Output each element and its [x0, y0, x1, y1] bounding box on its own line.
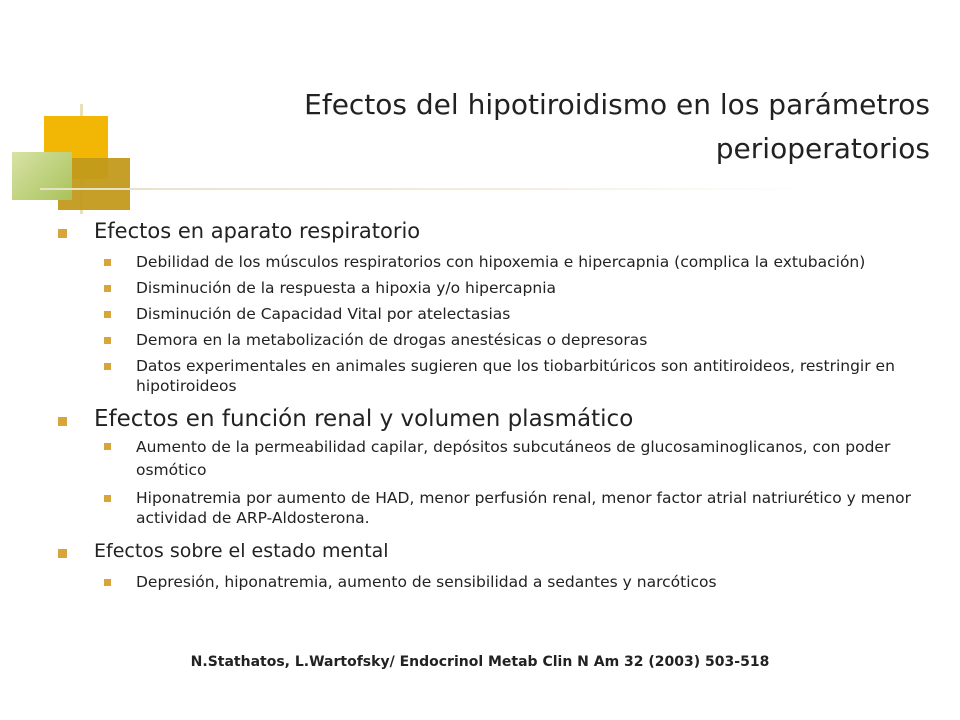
section-heading-text: Efectos en función renal y volumen plasmático: [94, 406, 634, 432]
square-bullet-icon: [104, 363, 111, 370]
section-heading-respiratorio: [56, 216, 916, 246]
square-bullet-icon: [104, 311, 111, 318]
list-item: [56, 436, 916, 482]
list-item-text: Hiponatremia por aumento de HAD, menor perfusión renal, menor factor atrial natriurético y menor actividad de ARP-Aldosterona.: [136, 489, 912, 527]
list-item: [56, 304, 916, 324]
square-bullet-icon: [104, 443, 111, 450]
list-item-text: Depresión, hiponatremia, aumento de sensibilidad a sedantes y narcóticos: [136, 573, 717, 591]
square-bullet-icon: [58, 417, 67, 426]
list-item: [56, 252, 916, 272]
square-bullet-icon: [104, 259, 111, 266]
slide-body: [56, 216, 916, 592]
square-bullet-icon: [104, 337, 111, 344]
square-bullet-icon: [58, 549, 67, 558]
section-heading-renal: [56, 404, 916, 434]
list-item-text: Debilidad de los músculos respiratorios con hipoxemia e hipercapnia (complica la extubación): [136, 253, 866, 271]
square-bullet-icon: [104, 579, 111, 586]
section-heading-text: Efectos sobre el estado mental: [94, 540, 389, 562]
list-item-text: Aumento de la permeabilidad capilar, depósitos subcutáneos de glucosaminoglicanos, con poder osmótico: [136, 438, 891, 479]
list-item: [56, 488, 916, 528]
section-heading-text: Efectos en aparato respiratorio: [94, 219, 421, 243]
square-bullet-icon: [104, 285, 111, 292]
decorative-green-square: [12, 152, 72, 200]
list-item-text: Datos experimentales en animales sugieren que los tiobarbitúricos son antitiroideos, restringir en hipotiroideos: [136, 357, 895, 395]
list-item-text: Disminución de Capacidad Vital por atelectasias: [136, 305, 511, 323]
list-item: [56, 330, 916, 350]
list-item-text: Demora en la metabolización de drogas anestésicas o depresoras: [136, 331, 648, 349]
section-heading-mental: [56, 536, 916, 566]
citation-reference: N.Stathatos, L.Wartofsky/ Endocrinol Metab Clin N Am 32 (2003) 503-518: [190, 654, 770, 670]
list-item: [56, 572, 916, 592]
square-bullet-icon: [104, 495, 111, 502]
list-item-text: Disminución de la respuesta a hipoxia y/o hipercapnia: [136, 279, 557, 297]
title-divider-line: [40, 188, 820, 190]
slide-title-line-1: Efectos del hipotiroidismo en los parámetros: [304, 88, 930, 121]
slide-title: [210, 83, 930, 171]
list-item: [56, 356, 916, 396]
square-bullet-icon: [58, 229, 67, 238]
list-item: [56, 278, 916, 298]
slide-title-line-2: perioperatorios: [715, 132, 930, 165]
